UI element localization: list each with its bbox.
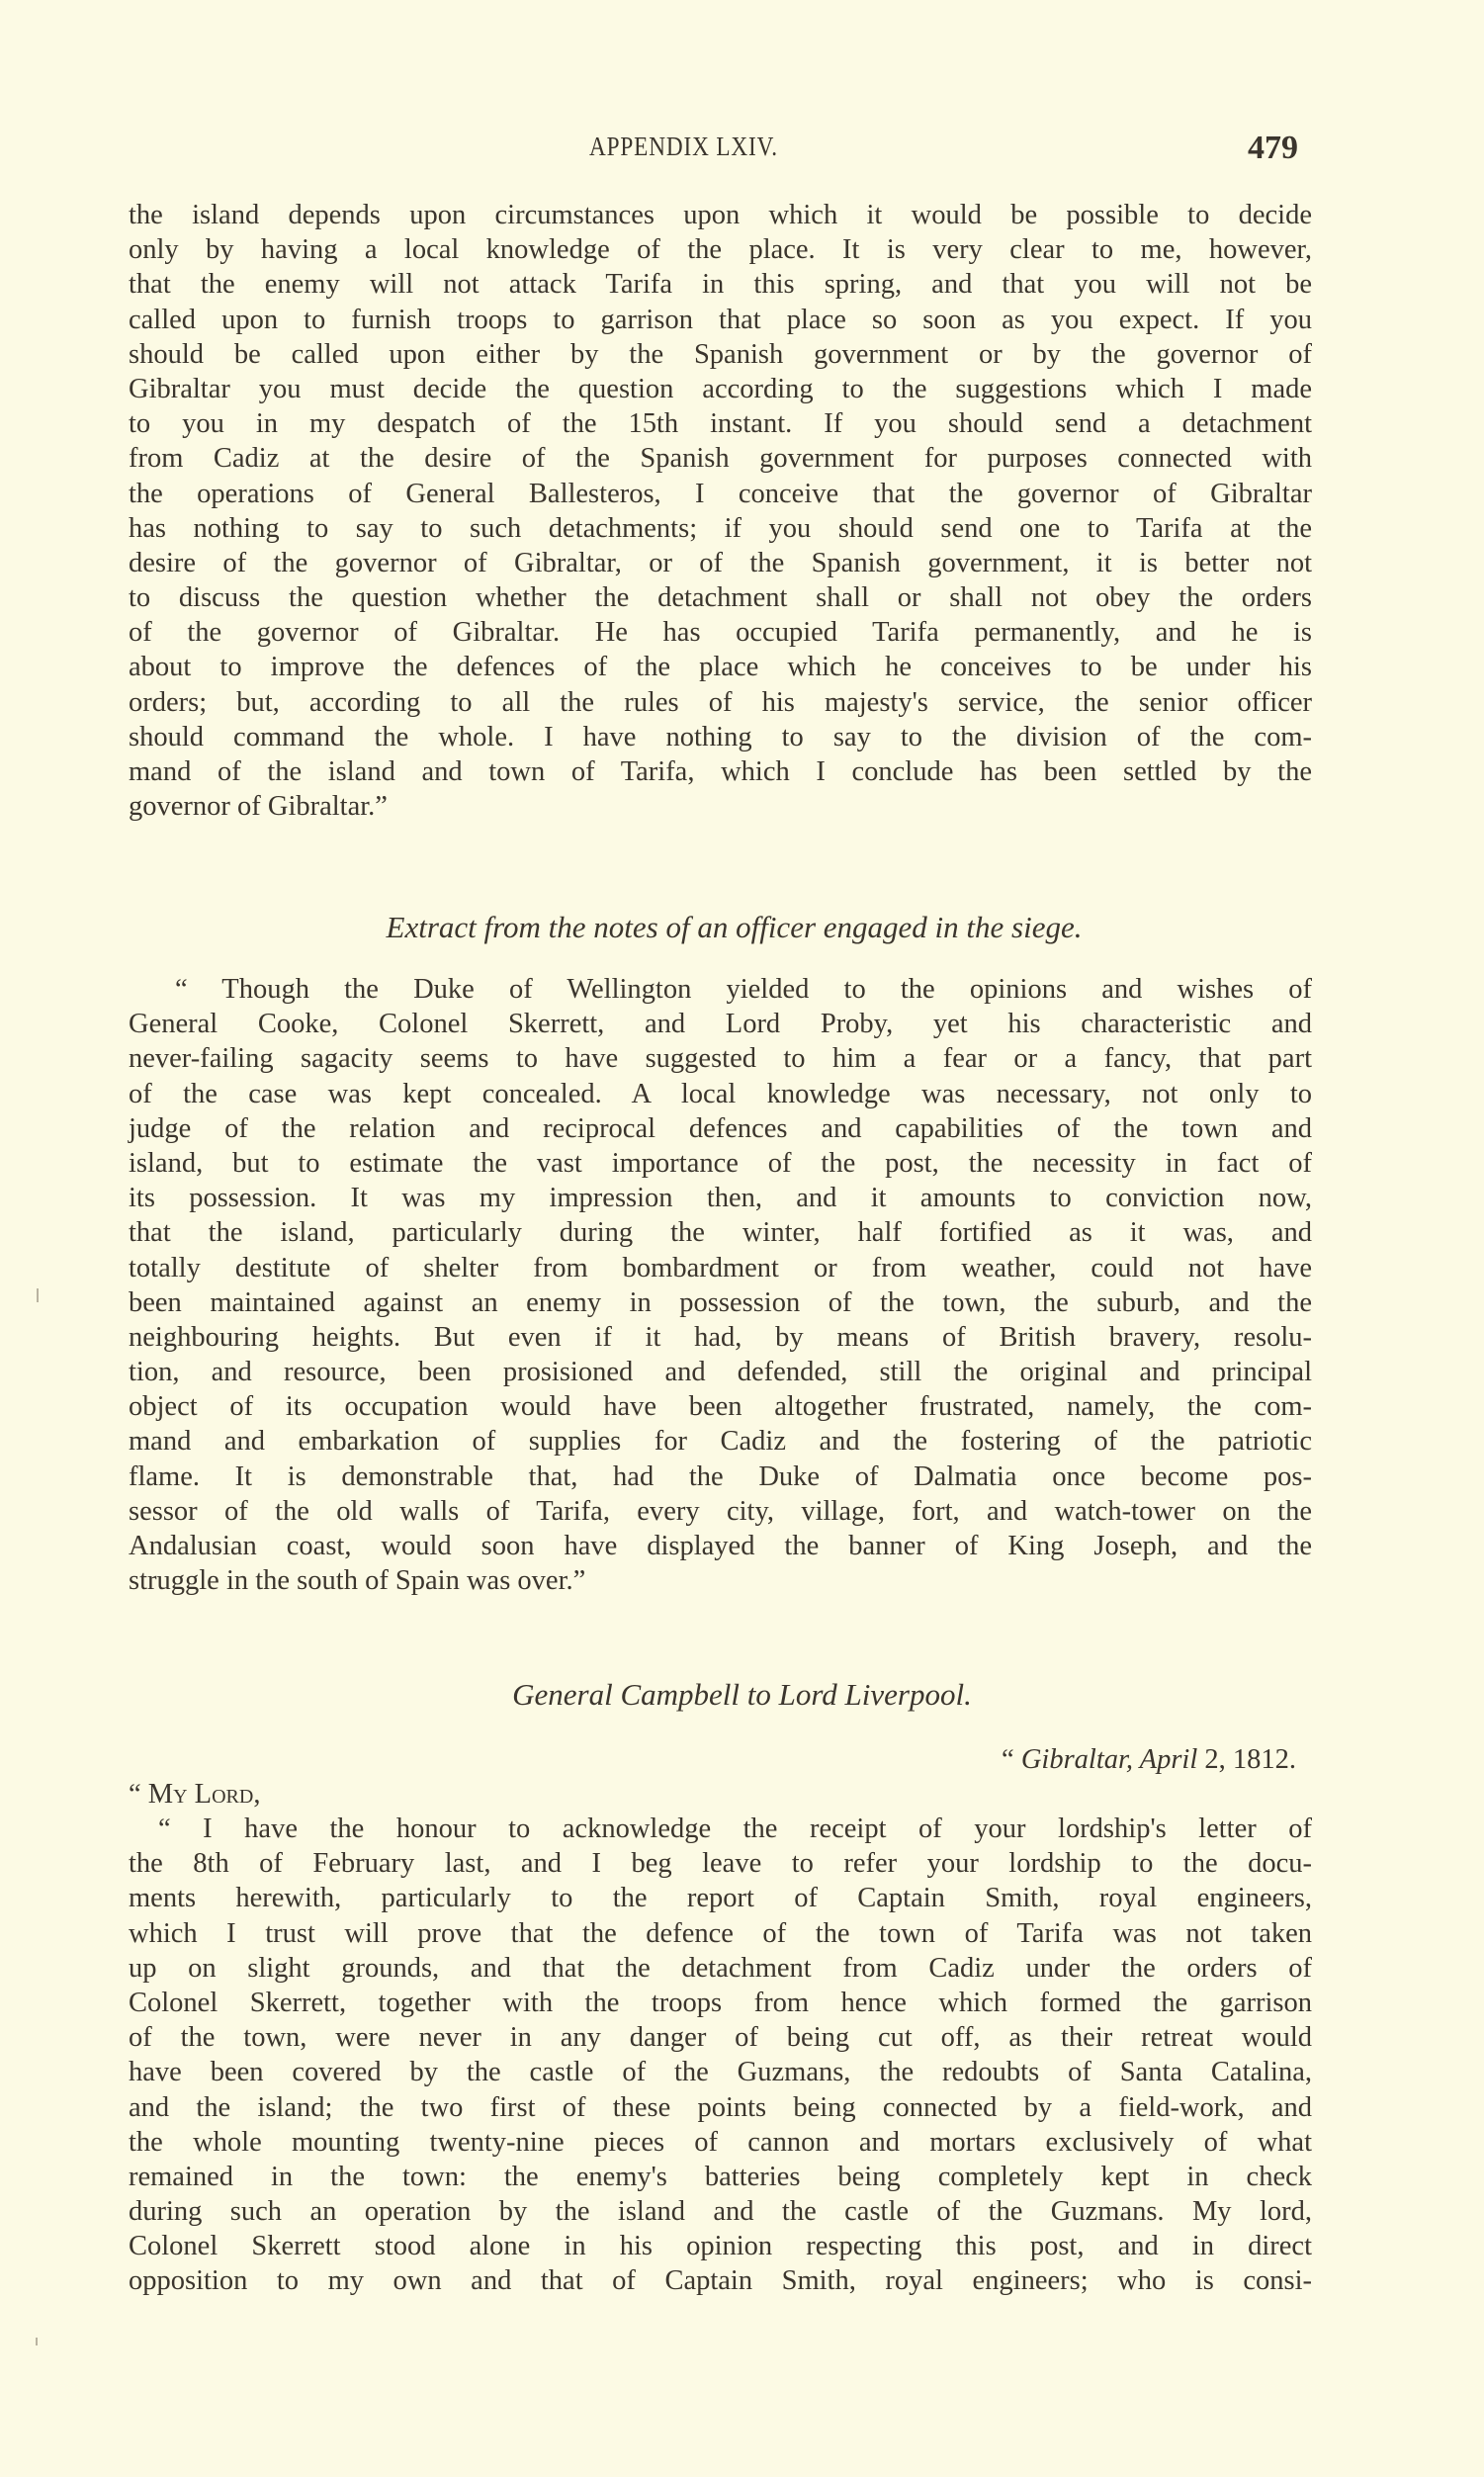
text-line: ments herewith, particularly to the report of Captain Smith, royal engineers, bbox=[129, 1883, 1312, 1914]
text-line: Colonel Skerrett, together with the troops from hence which formed the garrison bbox=[129, 1987, 1312, 2018]
text-line: to discuss the question whether the detachment shall or shall not obey the orders bbox=[129, 582, 1312, 614]
text-line: of the town, were never in any danger of being cut off, as their retreat would bbox=[129, 2022, 1312, 2054]
text-line: the operations of General Ballesteros, I conceive that the governor of Gibraltar bbox=[129, 478, 1312, 509]
text-line: from Cadiz at the desire of the Spanish government for purposes connected with bbox=[129, 443, 1312, 475]
text-line: that the island, particularly during the winter, half fortified as it was, and bbox=[129, 1217, 1312, 1249]
text-line: totally destitute of shelter from bombardment or from weather, could not have bbox=[129, 1252, 1312, 1283]
text-line: been maintained against an enemy in possession of the town, the suburb, and the bbox=[129, 1286, 1312, 1318]
text-line: the 8th of February last, and I beg leave to refer your lordship to the docu- bbox=[129, 1848, 1312, 1880]
text-line: mand and embarkation of supplies for Cadiz and the fostering of the patriotic bbox=[129, 1426, 1312, 1458]
text-line: called upon to furnish troops to garrison that place so soon as you expect. If you bbox=[129, 304, 1312, 335]
text-line: flame. It is demonstrable that, had the Duke of Dalmatia once become pos- bbox=[129, 1460, 1312, 1492]
text-line: only by having a local knowledge of the place. It is very clear to me, however, bbox=[129, 234, 1312, 266]
text-line: “ I have the honour to acknowledge the receipt of your lordship's letter of bbox=[158, 1814, 1312, 1844]
text-line: governor of Gibraltar.” bbox=[129, 791, 388, 823]
text-line: have been covered by the castle of the Guzmans, the redoubts of Santa Catalina, bbox=[129, 2057, 1312, 2088]
text-line: never-failing sagacity seems to have suggested to him a fear or a fancy, that part bbox=[129, 1043, 1312, 1075]
text-line: Andalusian coast, would soon have displayed the banner of King Joseph, and the bbox=[129, 1531, 1312, 1561]
letter-dateline bbox=[1002, 1742, 1296, 1777]
text-line: that the enemy will not attack Tarifa in this spring, and that you will not be bbox=[129, 269, 1312, 301]
running-head bbox=[0, 127, 1484, 166]
text-line: of the governor of Gibraltar. He has occupied Tarifa permanently, and he is bbox=[129, 617, 1312, 649]
text-line: up on slight grounds, and that the detachment from Cadiz under the orders of bbox=[129, 1952, 1312, 1984]
text-line: neighbouring heights. But even if it had, by means of British bravery, resolu- bbox=[129, 1321, 1312, 1353]
text-line: which I trust will prove that the defence of the town of Tarifa was not taken bbox=[129, 1917, 1312, 1949]
text-line: should command the whole. I have nothing to say to the division of the com- bbox=[129, 721, 1312, 752]
page-number: 479 bbox=[1248, 130, 1298, 166]
text-line: of the case was kept concealed. A local knowledge was necessary, not only to bbox=[129, 1078, 1312, 1109]
letter-salutation: “ My Lord, bbox=[129, 1779, 261, 1810]
text-line: mand of the island and town of Tarifa, which I conclude has been settled by the bbox=[129, 756, 1312, 787]
section-heading-extract: Extract from the notes of an officer engaged in the siege. bbox=[386, 910, 1083, 944]
text-line: to you in my despatch of the 15th instant. If you should send a detachment bbox=[129, 408, 1312, 440]
text-line: struggle in the south of Spain was over.” bbox=[129, 1565, 586, 1597]
text-line: sessor of the old walls of Tarifa, every city, village, fort, and watch-tower on the bbox=[129, 1495, 1312, 1527]
text-line: General Cooke, Colonel Skerrett, and Lord Proby, yet his characteristic and bbox=[129, 1009, 1312, 1040]
dateline-date: 2, 1812. bbox=[1197, 1744, 1296, 1775]
text-line: about to improve the defences of the place which he conceives to be under his bbox=[129, 652, 1312, 683]
campbell-letter-paragraph bbox=[129, 1812, 1312, 2299]
text-line: during such an operation by the island and the castle of the Guzmans. My lord, bbox=[129, 2196, 1312, 2228]
text-line: orders; but, according to all the rules of his majesty's service, the senior officer bbox=[129, 686, 1312, 718]
running-title: APPENDIX LXIV. bbox=[589, 132, 778, 161]
text-line: tion, and resource, been prosisioned and defended, still the original and principal bbox=[129, 1357, 1312, 1388]
text-line: remained in the town: the enemy's batteries being completely kept in check bbox=[129, 2161, 1312, 2192]
text-line: the whole mounting twenty-nine pieces of cannon and mortars exclusively of what bbox=[129, 2126, 1312, 2158]
text-line: object of its occupation would have been altogether frustrated, namely, the com- bbox=[129, 1391, 1312, 1423]
letter-continuation-paragraph bbox=[129, 198, 1312, 824]
text-line: its possession. It was my impression then, and it amounts to conviction now, bbox=[129, 1183, 1312, 1214]
section-heading-campbell: General Campbell to Lord Liverpool. bbox=[512, 1677, 972, 1712]
text-line: “ Though the Duke of Wellington yielded to the opinions and wishes of bbox=[175, 974, 1312, 1005]
text-line: opposition to my own and that of Captain Smith, royal engineers; who is consi- bbox=[129, 2265, 1312, 2297]
text-line: should be called upon either by the Spanish government or by the governor of bbox=[129, 338, 1312, 370]
text-line: judge of the relation and reciprocal defences and capabilities of the town and bbox=[129, 1112, 1312, 1144]
text-line: has nothing to say to such detachments; if you should send one to Tarifa at the bbox=[129, 512, 1312, 544]
dateline-quote: “ bbox=[1002, 1744, 1021, 1775]
paper-speck bbox=[37, 1288, 39, 1302]
extract-paragraph bbox=[129, 972, 1312, 1598]
text-line: the island depends upon circumstances upon which it would be possible to decide bbox=[129, 200, 1312, 230]
text-line: Colonel Skerrett stood alone in his opinion respecting this post, and in direct bbox=[129, 2231, 1312, 2262]
dateline-place: Gibraltar, April bbox=[1020, 1744, 1198, 1775]
text-line: desire of the governor of Gibraltar, or of the Spanish government, it is better not bbox=[129, 547, 1312, 578]
paper-speck bbox=[36, 2338, 38, 2345]
text-line: and the island; the two first of these points being connected by a field-work, and bbox=[129, 2091, 1312, 2123]
text-line: island, but to estimate the vast importance of the post, the necessity in fact of bbox=[129, 1147, 1312, 1179]
text-line: Gibraltar you must decide the question according to the suggestions which I made bbox=[129, 373, 1312, 404]
